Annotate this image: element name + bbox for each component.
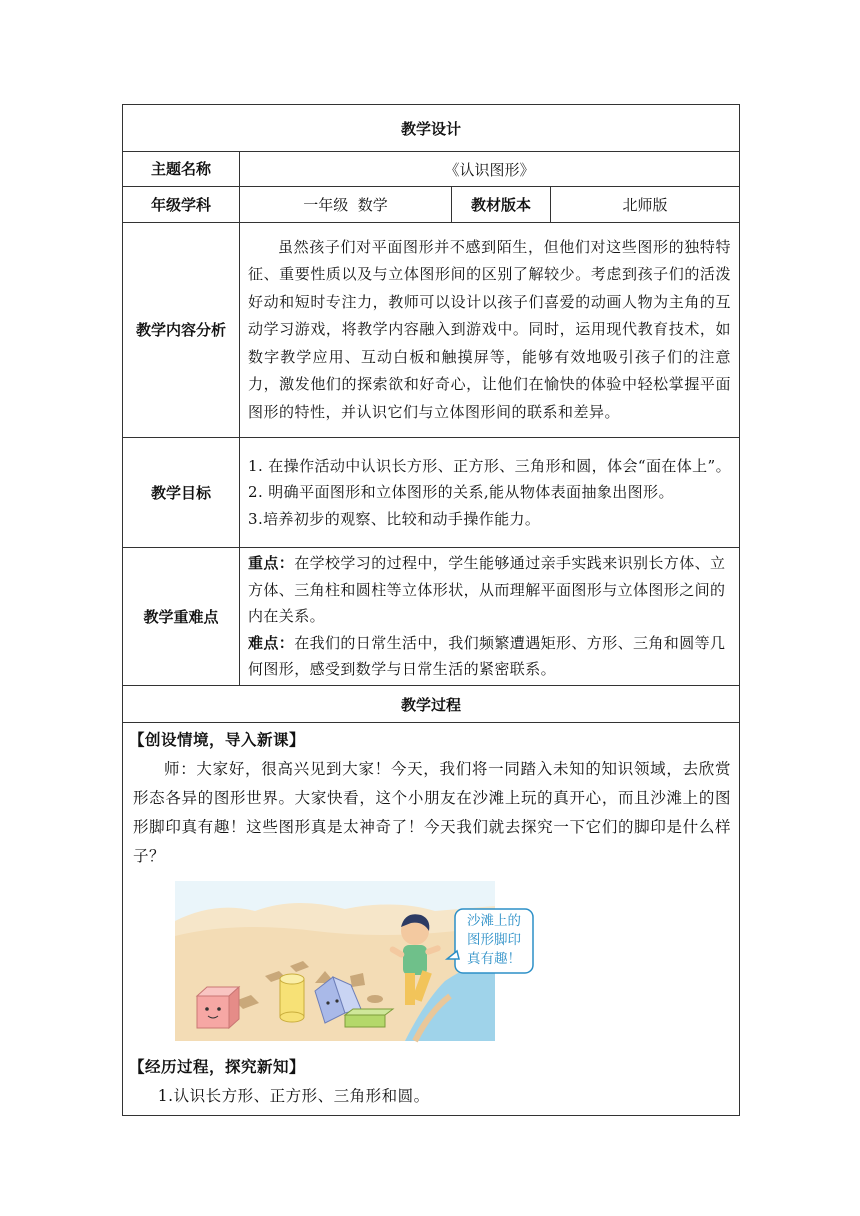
goal-item-3: 3.培养初步的观察、比较和动手操作能力。 xyxy=(248,509,541,528)
key-label: 教学重难点 xyxy=(123,548,240,686)
speech-bubble xyxy=(457,912,531,969)
bubble-line-1: 沙滩上的 xyxy=(467,913,521,929)
document-title: 教学设计 xyxy=(123,105,740,152)
topic-label: 主题名称 xyxy=(123,152,240,187)
lesson-design-table xyxy=(122,104,740,1116)
section1-heading: 【创设情境，导入新课】 xyxy=(129,731,306,749)
bubble-line-3: 真有趣！ xyxy=(467,951,521,967)
section1-text: 师：大家好，很高兴见到大家！今天，我们将一同踏入未知的知识领域，去欣赏形态各异的图形世界。大家快看，这个小朋友在沙滩上玩的真开心，而且沙滩上的图形脚印真有趣！这些图形真是太神奇了！今天我们就去探究一下它们的脚印是什么样子？ xyxy=(133,760,732,865)
grade-label: 年级学科 xyxy=(123,187,240,223)
edition-label: 教材版本 xyxy=(452,187,551,223)
bubble-line-2: 图形脚印 xyxy=(467,932,521,948)
topic-value: 《认识图形》 xyxy=(240,152,740,187)
key-cell xyxy=(240,548,740,686)
beach-illustration xyxy=(175,881,545,1047)
key-point-text: 在学校学习的过程中，学生能够通过亲手实践来识别长方体、立方体、三角柱和圆柱等立体形状，从而理解平面图形与立体图形之间的内在关系。 xyxy=(248,554,726,626)
section2-heading: 【经历过程，探究新知】 xyxy=(129,1058,306,1076)
key-point-title: 重点： xyxy=(248,554,295,573)
goal-item-2: 2. 明确平面图形和立体图形的关系,能从物体表面抽象出图形。 xyxy=(248,483,674,502)
section2-step-1: 1.认识长方形、正方形、三角形和圆。 xyxy=(157,1087,430,1105)
difficulty-title: 难点： xyxy=(248,633,295,652)
goal-item-1: 1. 在操作活动中认识长方形、正方形、三角形和圆，体会“面在体上”。 xyxy=(248,456,732,475)
analysis-text: 虽然孩子们对平面图形并不感到陌生，但他们对这些图形的独特特征、重要性质以及与立体图形间的区别了解较少。考虑到孩子们的活泼好动和短时专注力，教师可以设计以孩子们喜爱的动画人物为主角的互动学习游戏，将教学内容融入到游戏中。同时，运用现代教育技术，如数字教学应用、互动白板和触摸屏等，能够有效地吸引孩子们的注意力，激发他们的探索欲和好奇心，让他们在愉快的体验中轻松掌握平面图形的特性，并认识它们与立体图形间的联系和差异。 xyxy=(248,238,732,421)
process-heading: 教学过程 xyxy=(123,686,740,723)
difficulty-text: 在我们的日常生活中，我们频繁遭遇矩形、方形、三角和圆等几何图形，感受到数学与日常生活的紧密联系。 xyxy=(248,633,726,679)
grade-value: 一年级 数学 xyxy=(240,187,452,223)
edition-value: 北师版 xyxy=(551,187,740,223)
goals-label: 教学目标 xyxy=(123,438,240,548)
process-cell xyxy=(123,723,740,1116)
analysis-label: 教学内容分析 xyxy=(123,223,240,438)
analysis-cell xyxy=(240,223,740,438)
goals-cell xyxy=(240,438,740,548)
